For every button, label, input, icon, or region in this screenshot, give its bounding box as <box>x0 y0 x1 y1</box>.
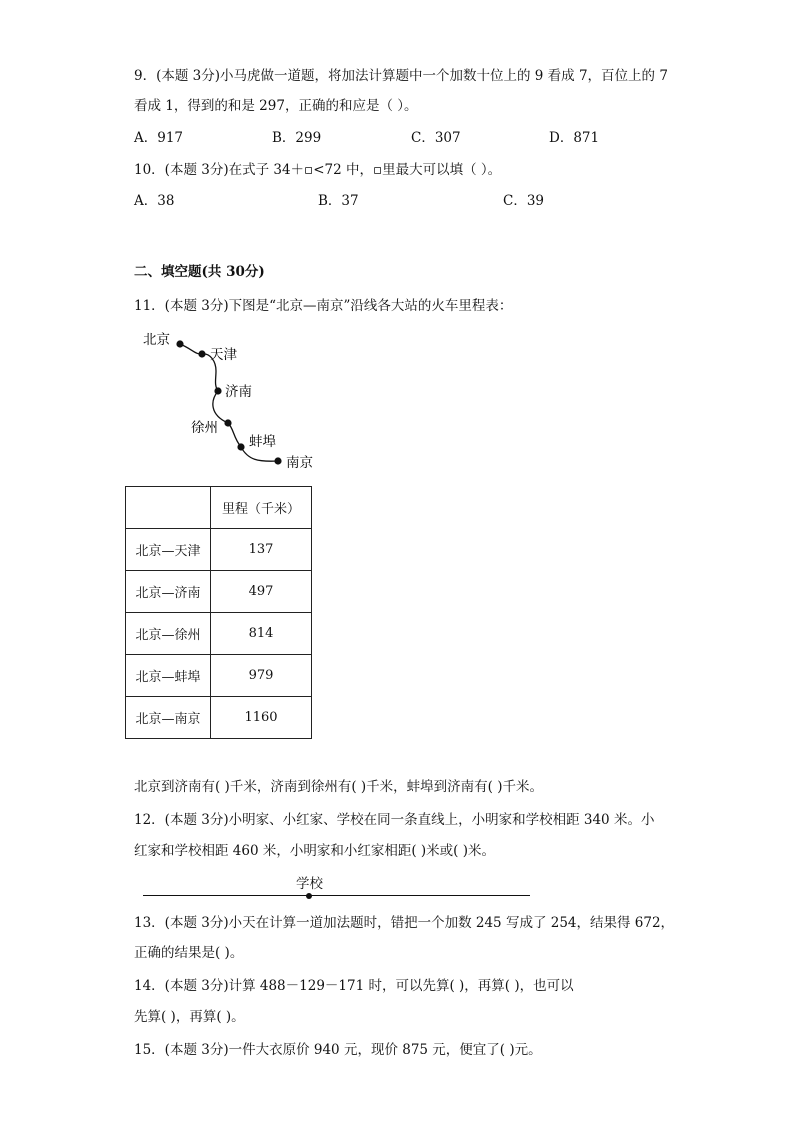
q9-text-line1: 9．(本题 3分)小马虎做一道题，将加法计算题中一个加数十位上的 9 看成 7，百位上的 7 <box>134 68 668 84</box>
q13-text-line1: 13．(本题 3分)小天在计算一道加法题时，错把一个加数 245 写成了 254，结果得 672， <box>134 915 675 931</box>
table-row <box>126 529 312 571</box>
station-label-beijing: 北京 <box>143 332 170 348</box>
table-header-cell: 里程（千米） <box>211 487 312 529</box>
q9-text-line2: 看成 1，得到的和是 297，正确的和应是（ ）。 <box>134 98 418 114</box>
table-cell-distance: 497 <box>211 571 312 613</box>
q9-option-a: A．917 <box>134 130 184 146</box>
table-cell-route: 北京—徐州 <box>126 613 211 655</box>
station-label-nanjing: 南京 <box>286 455 313 471</box>
school-point <box>306 893 312 899</box>
table-cell-distance: 137 <box>211 529 312 571</box>
section-heading-fill-in: 二、填空题(共 30分) <box>134 264 265 280</box>
q14-text-line2: 先算( )，再算( )。 <box>134 1009 245 1025</box>
table-header-cell <box>126 487 211 529</box>
table-row <box>126 613 312 655</box>
table-cell-route: 北京—蚌埠 <box>126 655 211 697</box>
table-cell-distance: 979 <box>211 655 312 697</box>
table-cell-distance: 814 <box>211 613 312 655</box>
q9-option-c: C．307 <box>411 130 461 146</box>
q12-text-line1: 12．(本题 3分)小明家、小红家、学校在同一条直线上，小明家和学校相距 340 米。小 <box>134 812 655 828</box>
station-label-tianjin: 天津 <box>210 347 237 363</box>
q15-text: 15．(本题 3分)一件大衣原价 940 元，现价 875 元，便宜了( )元。 <box>134 1042 542 1058</box>
table-cell-route: 北京—南京 <box>126 697 211 739</box>
q13-text-line2: 正确的结果是( )。 <box>134 945 244 961</box>
table-cell-route: 北京—济南 <box>126 571 211 613</box>
station-label-xuzhou: 徐州 <box>191 420 218 436</box>
q10-option-b: B．37 <box>318 193 359 209</box>
table-cell-distance: 1160 <box>211 697 312 739</box>
railway-route-map <box>130 325 330 475</box>
station-dot-bengbu <box>237 443 244 450</box>
table-cell-route: 北京—天津 <box>126 529 211 571</box>
q12-text-line2: 红家和学校相距 460 米，小明家和小红家相距( )米或( )米。 <box>134 843 495 859</box>
station-dot-tianjin <box>198 350 205 357</box>
station-dot-beijing <box>176 340 183 347</box>
q9-option-d: D．871 <box>549 130 600 146</box>
q14-text-line1: 14．(本题 3分)计算 488－129－171 时，可以先算( )，再算( )，也可以 <box>134 978 574 994</box>
straight-line-diagram <box>143 895 530 896</box>
station-label-bengbu: 蚌埠 <box>249 434 276 450</box>
q9-option-b: B．299 <box>272 130 322 146</box>
table-row <box>126 655 312 697</box>
q11-text: 11．(本题 3分)下图是“北京—南京”沿线各大站的火车里程表： <box>134 298 513 314</box>
table-row <box>126 571 312 613</box>
station-dot-xuzhou <box>224 419 231 426</box>
table-row <box>126 697 312 739</box>
q10-option-a: A．38 <box>134 193 175 209</box>
mileage-table <box>125 486 312 739</box>
station-dot-nanjing <box>274 457 281 464</box>
table-header-row <box>126 487 312 529</box>
q11-answer-line: 北京到济南有( )千米，济南到徐州有( )千米，蚌埠到济南有( )千米。 <box>134 779 543 795</box>
q10-option-c: C．39 <box>503 193 545 209</box>
q10-text: 10．(本题 3分)在式子 34＋▫<72 中，▫里最大可以填（ ）。 <box>134 162 502 178</box>
station-dot-jinan <box>214 387 221 394</box>
station-label-jinan: 济南 <box>225 384 252 400</box>
school-label: 学校 <box>296 876 323 892</box>
